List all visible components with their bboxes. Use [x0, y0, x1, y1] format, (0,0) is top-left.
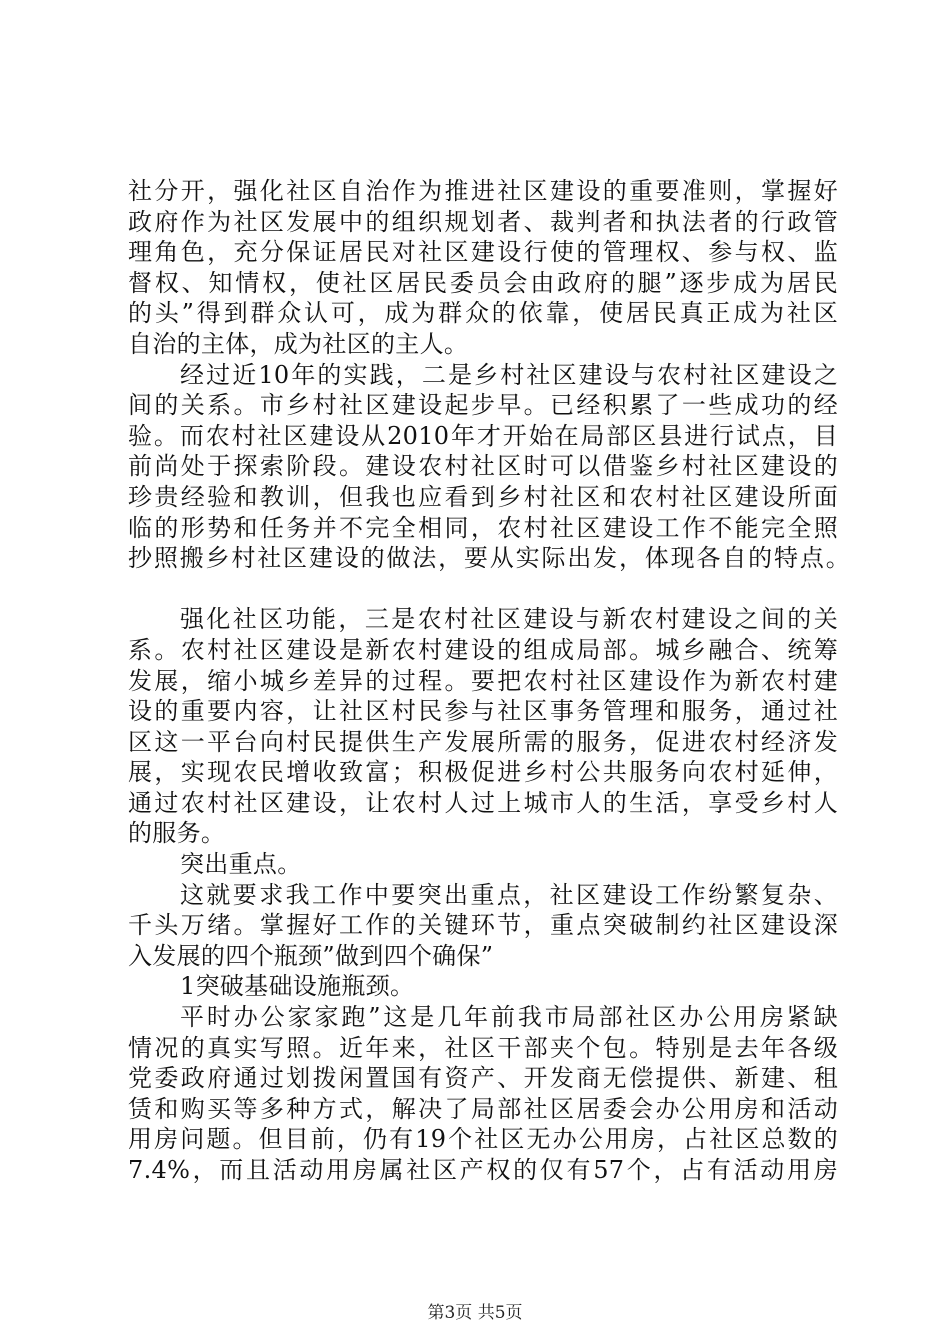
text-line: 前尚处于探索阶段。建设农村社区时可以借鉴乡村社区建设的 [128, 452, 838, 481]
paragraph-first-line: 强化社区功能，三是农村社区建设与新农村建设之间的关 [180, 605, 838, 634]
page-footer [0, 1302, 950, 1324]
text-line: 的服务。 [128, 819, 226, 848]
text-line: 临的形势和任务并不完全相同，农村社区建设工作不能完全照 [128, 513, 838, 542]
text-line: 间的关系。市乡村社区建设起步早。已经积累了一些成功的经 [128, 391, 838, 420]
text-line: 区这一平台向村民提供生产发展所需的服务，促进农村经济发 [128, 727, 838, 756]
text-line: 验。而农村社区建设从2010年才开始在局部区县进行试点，目 [128, 421, 838, 450]
document-body [128, 176, 850, 1186]
text-line: 理角色，充分保证居民对社区建设行使的管理权、参与权、监 [128, 238, 838, 267]
paragraph-first-line: 平时办公家家跑”这是几年前我市局部社区办公用房紧缺 [180, 1003, 838, 1032]
text-line: 设的重要内容，让社区村民参与社区事务管理和服务，通过社 [128, 697, 838, 726]
text-line: 的头”得到群众认可，成为群众的依靠，使居民真正成为社区 [128, 299, 838, 328]
text-line: 自治的主体，成为社区的主人。 [128, 329, 469, 358]
text-line: 通过农村社区建设，让农村人过上城市人的生活，享受乡村人 [128, 788, 838, 817]
text-line: 社分开，强化社区自治作为推进社区建设的重要准则，掌握好 [128, 177, 838, 205]
text-line: 发展，缩小城乡差异的过程。要把农村社区建设作为新农村建 [128, 666, 838, 695]
text-line: 党委政府通过划拨闲置国有资产、开发商无偿提供、新建、租 [128, 1064, 838, 1093]
section-heading: 突出重点。 [180, 850, 302, 879]
paragraph-first-line: 经过近10年的实践，二是乡村社区建设与农村社区建设之 [180, 360, 838, 389]
text-line: 赁和购买等多种方式，解决了局部社区居委会办公用房和活动 [128, 1094, 838, 1123]
text-line: 入发展的四个瓶颈”做到四个确保” [128, 941, 494, 970]
text-line: 展，实现农民增收致富；积极促进乡村公共服务向农村延伸， [128, 758, 838, 787]
text-line: 千头万绪。掌握好工作的关键环节，重点突破制约社区建设深 [128, 911, 838, 940]
text-line: 抄照搬乡村社区建设的做法，要从实际出发，体现各自的特点。 [128, 544, 850, 573]
page-number: 第3页 [427, 1303, 473, 1323]
page-total: 共5页 [477, 1303, 523, 1323]
text-line: 用房问题。但目前，仍有19个社区无办公用房，占社区总数的 [128, 1125, 838, 1154]
text-line: 系。农村社区建设是新农村建设的组成局部。城乡融合、统筹 [128, 635, 838, 664]
paragraph-first-line: 这就要求我工作中要突出重点，社区建设工作纷繁复杂、 [180, 880, 838, 909]
subsection-heading: 1突破基础设施瓶颈。 [180, 972, 415, 1001]
text-line: 珍贵经验和教训，但我也应看到乡村社区和农村社区建设所面 [128, 482, 838, 511]
paragraph-gap [128, 574, 838, 605]
text-line: 7.4%，而且活动用房属社区产权的仅有57个，占有活动用房 [128, 1156, 838, 1184]
text-line: 情况的真实写照。近年来，社区干部夹个包。特别是去年各级 [128, 1033, 838, 1062]
text-line: 政府作为社区发展中的组织规划者、裁判者和执法者的行政管 [128, 207, 838, 236]
text-line: 督权、知情权，使社区居民委员会由政府的腿”逐步成为居民 [128, 268, 838, 297]
